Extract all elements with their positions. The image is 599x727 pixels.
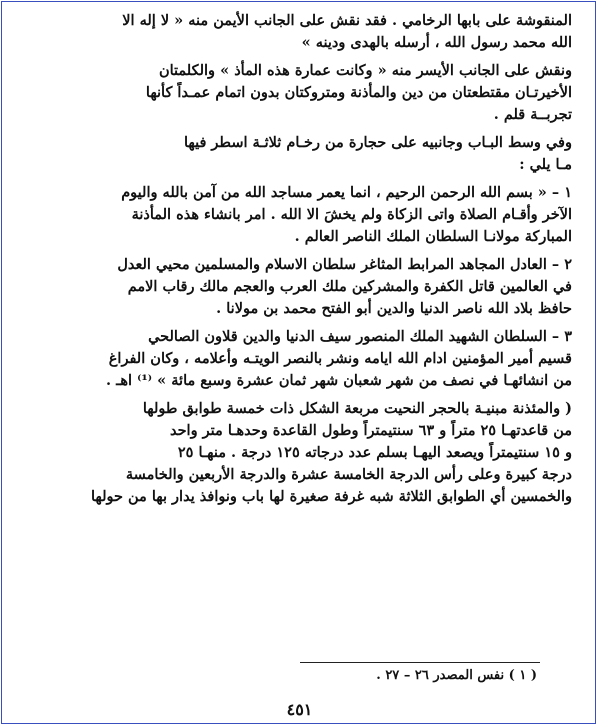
text-line: ١ – « بسم الله الرحمن الرحيم ، انما يعمر مساجد الله من آمن بالله واليوم	[121, 184, 572, 201]
text-line: و ١٥ سنتيمتراً ويصعد اليهـا بسلم عدد درجاته ١٢٥ درجة . منهـا ٢٥	[177, 444, 572, 461]
text-line: تجربــة قلم .	[493, 106, 572, 123]
document-body	[30, 10, 572, 514]
text-line: في العالمين قاتل الكفرة والمشركين ملك العرب والعجم مالك رقاب الامم	[127, 278, 572, 295]
text-line: ( والمئذنة مبنيـة بالحجر النحيت مربعة الشكل ذات خمسة طوابق طولها	[142, 400, 572, 417]
text-line: حافظ بلاد الله ناصر الدنيا والدين أبو الفتح محمد بن مولانا .	[216, 300, 572, 317]
text-line: الآخر وأقـام الصلاة واتى الزكاة ولم يخشَ الا الله . امر بانشاء هذه المأذنة	[131, 206, 572, 223]
text-line: مـا يلي :	[519, 156, 572, 173]
text-line: المباركة مولانـا السلطان الملك الناصر العالم .	[294, 228, 572, 245]
text-line: وفي وسط البـاب وجانبيه على حجارة من رخـام ثلاثـة اسطر فيها	[183, 134, 572, 151]
paragraph-7	[30, 398, 572, 508]
text-line: من انشائهـا في نصف من شهر شعبان شهر ثمان عشرة وسبع مائة » ⁽¹⁾ اهـ .	[106, 372, 572, 389]
paragraph-2	[30, 60, 572, 126]
footnote: ( ١ ) نفس المصدر ٢٦ – ٢٧ .	[376, 668, 537, 683]
text-line: ٢ – العادل المجاهد المرابط المثاغر سلطان الاسلام والمسلمين محيي العدل	[117, 256, 572, 273]
text-line: درجة كبيرة وعلى رأس الدرجة الخامسة عشرة والدرجة الأربعين والخامسة	[125, 466, 572, 483]
text-line: ونقش على الجانب الأيسر منه « وكانت عمارة هذه المأذ » والكلمتان	[158, 62, 572, 79]
page-number: ٤٥١	[286, 700, 313, 719]
footnote-separator	[300, 662, 540, 663]
text-line: من قاعدتهـا ٢٥ متراً و ٦٣ سنتيمتراً وطول القاعدة وحدهـا متر واحد	[169, 422, 572, 439]
paragraph-1	[30, 10, 572, 54]
text-line: قسيم أمير المؤمنين ادام الله ايامه ونشر بالنصر الويتـه وأعلامه ، وكان الفراغ	[108, 350, 572, 367]
text-line: الله محمد رسول الله ، أرسله بالهدى ودينه »	[301, 34, 572, 51]
paragraph-3	[30, 132, 572, 176]
paragraph-6	[30, 326, 572, 392]
text-line: والخمسين أي الطوابق الثلاثة شبه غرفة صغيرة لها باب ونوافذ يدار بها من حولها	[91, 488, 572, 505]
text-line: المنقوشة على بابها الرخامي . فقد نقش على الجانب الأيمن منه « لا إله الا	[122, 12, 572, 29]
text-line: ٣ – السلطان الشهيد الملك المنصور سيف الدنيا والدين قلاون الصالحي	[148, 328, 572, 345]
text-line: الأخيرتـان مقتطعتان من دين والمأذنة ومتروكتان بدون اتمام عمـداً كأنها	[145, 84, 572, 101]
paragraph-4	[30, 182, 572, 248]
paragraph-5	[30, 254, 572, 320]
